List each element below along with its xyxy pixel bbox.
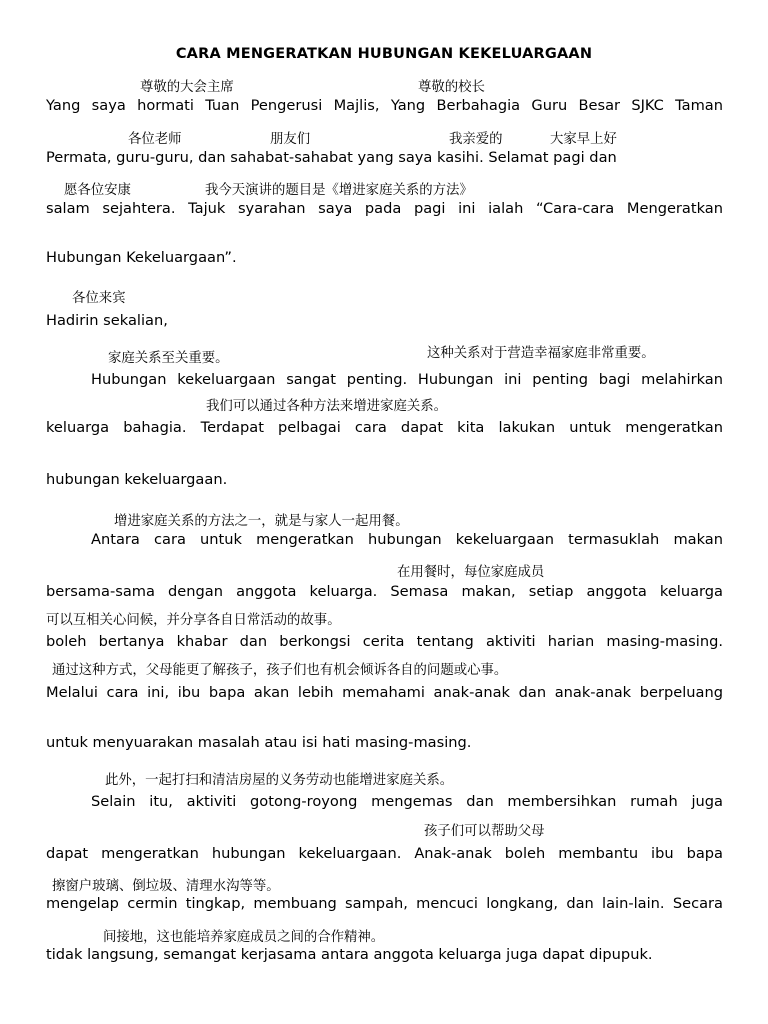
annotation: 在用餐时，每位家庭成员 bbox=[397, 565, 545, 580]
annotation: 增进家庭关系的方法之一，就是与家人一起用餐。 bbox=[114, 514, 409, 529]
annotation: 孩子们可以帮助父母 bbox=[424, 824, 545, 839]
annotation: 愿各位安康 bbox=[64, 183, 131, 198]
text-line: mengelap cermin tingkap, membuang sampah, mencuci longkang, dan lain-lain. Secara bbox=[46, 895, 723, 912]
annotation: 尊敬的校长 bbox=[418, 80, 485, 95]
annotation: 各位老师 bbox=[128, 132, 182, 147]
annotation: 各位来宾 bbox=[72, 291, 126, 306]
annotation: 尊敬的大会主席 bbox=[140, 80, 234, 95]
annotation: 家庭关系至关重要。 bbox=[108, 351, 229, 366]
text-line: Melalui cara ini, ibu bapa akan lebih memahami anak-anak dan anak-anak berpeluang bbox=[46, 684, 723, 701]
annotation: 间接地，这也能培养家庭成员之间的合作精神。 bbox=[103, 930, 385, 945]
text-line: hubungan kekeluargaan. bbox=[46, 471, 228, 488]
annotation: 此外，一起打扫和清洁房屋的义务劳动也能增进家庭关系。 bbox=[105, 773, 454, 788]
text-line: Hubungan kekeluargaan sangat penting. Hubungan ini penting bagi melahirkan bbox=[91, 371, 723, 388]
text-line: dapat mengeratkan hubungan kekeluargaan. Anak-anak boleh membantu ibu bapa bbox=[46, 845, 723, 862]
text-line: tidak langsung, semangat kerjasama antara anggota keluarga juga dapat dipupuk. bbox=[46, 946, 653, 963]
text-line: Permata, guru-guru, dan sahabat-sahabat yang saya kasihi. Selamat pagi dan bbox=[46, 149, 617, 166]
text-line: untuk menyuarakan masalah atau isi hati masing-masing. bbox=[46, 734, 472, 751]
annotation: 我亲爱的 bbox=[449, 132, 503, 147]
text-line: Antara cara untuk mengeratkan hubungan kekeluargaan termasuklah makan bbox=[91, 531, 723, 548]
annotation: 通过这种方式，父母能更了解孩子，孩子们也有机会倾诉各自的问题或心事。 bbox=[52, 663, 508, 678]
annotation: 朋友们 bbox=[270, 132, 311, 147]
text-line: bersama-sama dengan anggota keluarga. Semasa makan, setiap anggota keluarga bbox=[46, 583, 723, 600]
annotation: 这种关系对于营造幸福家庭非常重要。 bbox=[427, 346, 655, 361]
annotation: 大家早上好 bbox=[550, 132, 617, 147]
text-line: Hubungan Kekeluargaan”. bbox=[46, 249, 237, 266]
annotation: 擦窗户玻璃、倒垃圾、清理水沟等等。 bbox=[52, 879, 280, 894]
text-line: Yang saya hormati Tuan Pengerusi Majlis, Yang Berbahagia Guru Besar SJKC Taman bbox=[46, 97, 723, 114]
annotation: 可以互相关心问候，并分享各自日常活动的故事。 bbox=[46, 613, 341, 628]
text-line: salam sejahtera. Tajuk syarahan saya pada pagi ini ialah “Cara-cara Mengeratkan bbox=[46, 200, 723, 217]
text-line: keluarga bahagia. Terdapat pelbagai cara dapat kita lakukan untuk mengeratkan bbox=[46, 419, 723, 436]
annotation: 我今天演讲的题目是《增进家庭关系的方法》 bbox=[205, 183, 473, 198]
text-line: boleh bertanya khabar dan berkongsi cerita tentang aktiviti harian masing-masing. bbox=[46, 633, 723, 650]
annotation: 我们可以通过各种方法来增进家庭关系。 bbox=[206, 399, 448, 414]
text-line: Selain itu, aktiviti gotong-royong mengemas dan membersihkan rumah juga bbox=[91, 793, 723, 810]
document-title: CARA MENGERATKAN HUBUNGAN KEKELUARGAAN bbox=[175, 46, 593, 62]
text-line: Hadirin sekalian, bbox=[46, 312, 168, 329]
